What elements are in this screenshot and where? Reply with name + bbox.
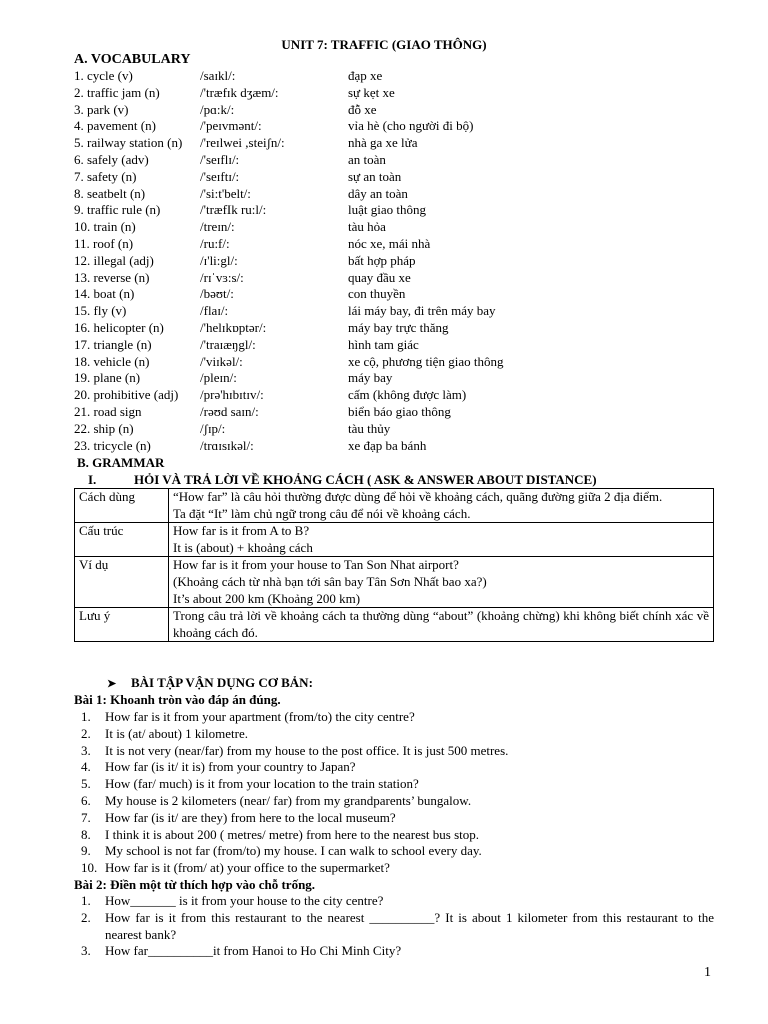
vocab-meaning: biển báo giao thông <box>348 403 451 419</box>
vocab-phonetic: /pleɪn/: <box>200 370 237 386</box>
item-text: How far is it (from/ at) your office to the supermarket? <box>105 860 390 876</box>
vocab-meaning: quay đầu xe <box>348 269 411 285</box>
vocab-row <box>74 421 734 438</box>
vocab-row <box>74 337 734 354</box>
grammar-line: Ta đặt “It” làm chủ ngữ trong câu để nói về khoảng cách. <box>173 505 471 521</box>
item-number: 7. <box>81 809 91 825</box>
subheading-text: HỎI VÀ TRẢ LỜI VỀ KHOẢNG CÁCH ( ASK & ANSWER ABOUT DISTANCE) <box>134 472 597 487</box>
item-number: 5. <box>81 776 91 792</box>
vocab-phonetic: /'helɪkɒptər/: <box>200 319 267 335</box>
vocab-phonetic: /bəʊt/: <box>200 286 234 302</box>
item-text: It is (at/ about) 1 kilometre. <box>105 725 248 741</box>
item-text: My school is not far (from/to) my house. I can walk to school every day. <box>105 843 482 859</box>
vocab-phonetic: /treɪn/: <box>200 219 235 235</box>
vocab-word: 19. plane (n) <box>74 370 141 386</box>
exercise-item <box>74 860 714 877</box>
vocab-meaning: tàu thủy <box>348 420 391 436</box>
vocab-meaning: con thuyền <box>348 286 406 302</box>
vocab-row <box>74 270 734 287</box>
exercise-1-title: Bài 1: Khoanh tròn vào đáp án đúng. <box>74 692 281 707</box>
section-a-heading: A. VOCABULARY <box>74 52 191 67</box>
item-number: 2. <box>81 725 91 741</box>
vocab-word: 18. vehicle (n) <box>74 353 150 369</box>
exercise-item <box>74 910 714 944</box>
vocab-phonetic: /rəʊd saɪn/: <box>200 403 259 419</box>
vocab-meaning: xe đạp ba bánh <box>348 437 427 453</box>
vocab-phonetic: /'viɪkəl/: <box>200 353 243 369</box>
vocab-row <box>74 169 734 186</box>
vocab-meaning: sự an toàn <box>348 168 402 184</box>
grammar-line: (Khoảng cách từ nhà bạn tới sân bay Tân Sơn Nhất bao xa?) <box>173 573 487 589</box>
vocab-phonetic: /ru:f/: <box>200 235 230 251</box>
exercise-heading <box>107 675 313 693</box>
vocab-meaning: nóc xe, mái nhà <box>348 235 431 251</box>
vocab-row <box>74 253 734 270</box>
item-text: How far (is it/ are they) from here to the local museum? <box>105 809 396 825</box>
vocab-row <box>74 68 734 85</box>
exercise-item <box>74 726 714 743</box>
vocab-meaning: xe cộ, phương tiện giao thông <box>348 353 504 369</box>
vocab-meaning: máy bay <box>348 370 393 386</box>
vocab-word: 7. safety (n) <box>74 168 137 184</box>
vocab-word: 22. ship (n) <box>74 420 134 436</box>
grammar-table <box>74 488 714 642</box>
grammar-content <box>169 608 714 642</box>
item-text: My house is 2 kilometers (near/ far) from my grandparents’ bungalow. <box>105 792 472 808</box>
grammar-line: It is (about) + khoảng cách <box>173 539 313 555</box>
vocab-word: 9. traffic rule (n) <box>74 202 161 218</box>
item-number: 4. <box>81 759 91 775</box>
exercise-2-title: Bài 2: Điền một từ thích hợp vào chỗ trống. <box>74 877 316 892</box>
vocab-row <box>74 387 734 404</box>
grammar-line: How far is it from your house to Tan Son Nhat airport? <box>173 557 459 573</box>
vocab-row <box>74 354 734 371</box>
exercise-heading-text: BÀI TẬP VẬN DỤNG CƠ BẢN: <box>131 675 313 690</box>
vocab-word: 1. cycle (v) <box>74 68 133 83</box>
vocab-word: 15. fly (v) <box>74 303 127 319</box>
item-text: How_______ is it from your house to the city centre? <box>105 893 384 908</box>
vocab-word: 23. tricycle (n) <box>74 437 151 453</box>
vocab-meaning: cấm (không được làm) <box>348 387 467 403</box>
vocab-word: 12. illegal (adj) <box>74 252 154 268</box>
vocab-meaning: luật giao thông <box>348 202 426 218</box>
vocab-meaning: sự kẹt xe <box>348 84 395 100</box>
vocab-phonetic: /'træfIk ru:l/: <box>200 202 267 218</box>
vocab-phonetic: /prə'hɪbɪtɪv/: <box>200 387 264 403</box>
vocab-meaning: tàu hỏa <box>348 219 386 235</box>
vocab-phonetic: /'seɪflɪ/: <box>200 151 240 167</box>
vocab-phonetic: /ʃɪp/: <box>200 420 226 436</box>
vocab-meaning: lái máy bay, đi trên máy bay <box>348 303 496 319</box>
vocab-word: 3. park (v) <box>74 101 129 117</box>
vocab-word: 6. safely (adv) <box>74 151 149 167</box>
vocab-phonetic: /'peɪvmənt/: <box>200 118 262 134</box>
vocab-row <box>74 303 734 320</box>
exercise-item <box>74 810 714 827</box>
vocab-row <box>74 202 734 219</box>
item-number: 3. <box>81 742 91 758</box>
vocab-meaning: vỉa hè (cho người đi bộ) <box>348 118 474 134</box>
vocab-meaning: hình tam giác <box>348 336 419 352</box>
vocab-phonetic: /'seɪftɪ/: <box>200 168 240 184</box>
exercise-item <box>74 793 714 810</box>
vocab-phonetic: /'reɪlwei ,steiʃn/: <box>200 135 285 151</box>
grammar-table-row <box>75 608 714 642</box>
vocab-word: 8. seatbelt (n) <box>74 185 146 201</box>
vocab-word: 13. reverse (n) <box>74 269 150 285</box>
grammar-content <box>169 523 714 557</box>
vocab-word: 11. roof (n) <box>74 235 134 251</box>
exercise-item <box>74 943 714 960</box>
grammar-line: How far is it from A to B? <box>173 523 310 539</box>
grammar-label: Cấu trúc <box>75 523 169 557</box>
vocab-word: 21. road sign <box>74 403 142 419</box>
grammar-table-row <box>75 523 714 557</box>
grammar-table-row <box>75 489 714 523</box>
vocab-row <box>74 286 734 303</box>
page-number: 1 <box>704 965 711 980</box>
vocab-word: 4. pavement (n) <box>74 118 156 134</box>
grammar-line: Trong câu trả lời về khoảng cách ta thường dùng “about” (khoảng chừng) khi không biết chính xác về khoảng cách đó. <box>173 608 709 640</box>
vocab-meaning: đỗ xe <box>348 101 377 117</box>
exercise-2-list <box>74 893 714 960</box>
vocab-phonetic: /rɪˈvɜ:s/: <box>200 269 244 285</box>
vocab-meaning: máy bay trực thăng <box>348 319 449 335</box>
vocab-row <box>74 85 734 102</box>
exercise-1-list <box>74 709 714 877</box>
vocab-word: 16. helicopter (n) <box>74 319 164 335</box>
vocab-row <box>74 135 734 152</box>
vocab-row <box>74 236 734 253</box>
vocab-row <box>74 404 734 421</box>
vocab-word: 14. boat (n) <box>74 286 135 302</box>
item-text: How far is it from your apartment (from/to) the city centre? <box>105 709 415 724</box>
grammar-content <box>169 489 714 523</box>
vocab-phonetic: /'træfɪk dʒæm/: <box>200 84 279 100</box>
exercise-item <box>74 843 714 860</box>
grammar-line: “How far” là câu hỏi thường được dùng để hỏi về khoảng cách, quãng đường giữa 2 địa điểm. <box>173 489 663 504</box>
section-b-heading: B. GRAMMAR <box>77 455 165 470</box>
page-title: UNIT 7: TRAFFIC (GIAO THÔNG) <box>281 37 487 52</box>
vocab-meaning: nhà ga xe lửa <box>348 135 418 151</box>
exercise-item <box>74 709 714 726</box>
grammar-line: It’s about 200 km (Khoảng 200 km) <box>173 590 361 606</box>
item-number: 8. <box>81 826 91 842</box>
vocab-row <box>74 118 734 135</box>
vocab-meaning: dây an toàn <box>348 185 408 201</box>
vocab-phonetic: /'si:t'belt/: <box>200 185 251 201</box>
exercise-item <box>74 893 714 910</box>
item-number: 1. <box>81 893 91 908</box>
vocab-phonetic: /pɑ:k/: <box>200 101 235 117</box>
vocab-word: 20. prohibitive (adj) <box>74 387 179 403</box>
grammar-subheading <box>88 472 597 489</box>
exercise-item <box>74 827 714 844</box>
item-number: 10. <box>81 860 98 876</box>
vocab-phonetic: /'traɪæŋgl/: <box>200 336 256 352</box>
grammar-table-row <box>75 557 714 608</box>
vocab-meaning: an toàn <box>348 151 386 167</box>
item-text: How far__________it from Hanoi to Ho Chi Minh City? <box>105 943 402 959</box>
vocab-row <box>74 438 734 455</box>
grammar-label: Ví dụ <box>75 557 169 608</box>
item-text: I think it is about 200 ( metres/ metre) from here to the nearest bus stop. <box>105 826 480 842</box>
vocab-phonetic: /saɪkl/: <box>200 68 236 83</box>
item-number: 9. <box>81 843 91 859</box>
grammar-label: Cách dùng <box>75 489 169 523</box>
vocab-row <box>74 152 734 169</box>
item-text: How (far/ much) is it from your location to the train station? <box>105 776 419 792</box>
item-number: 6. <box>81 792 91 808</box>
grammar-label: Lưu ý <box>75 608 169 642</box>
vocab-phonetic: /ɪ'li:gl/: <box>200 252 238 268</box>
exercise-item <box>74 759 714 776</box>
arrow-bullet-icon: ➤ <box>107 678 117 690</box>
vocab-phonetic: /flaɪ/: <box>200 303 229 319</box>
vocab-row <box>74 370 734 387</box>
exercise-item <box>74 743 714 760</box>
exercise-item <box>74 776 714 793</box>
vocab-row <box>74 219 734 236</box>
vocab-row <box>74 320 734 337</box>
vocab-row <box>74 102 734 119</box>
subheading-number: I. <box>88 472 97 487</box>
vocab-meaning: bất hợp pháp <box>348 252 416 268</box>
item-number: 1. <box>81 709 91 724</box>
item-number: 3. <box>81 943 91 959</box>
grammar-content <box>169 557 714 608</box>
vocab-word: 5. railway station (n) <box>74 135 183 151</box>
vocab-word: 17. triangle (n) <box>74 336 152 352</box>
vocab-word: 10. train (n) <box>74 219 136 235</box>
item-number: 2. <box>81 909 91 925</box>
vocab-word: 2. traffic jam (n) <box>74 84 160 100</box>
vocab-phonetic: /trɑɪsɪkəl/: <box>200 437 254 453</box>
item-text: How far (is it/ it is) from your country to Japan? <box>105 759 356 775</box>
item-text: It is not very (near/far) from my house to the post office. It is just 500 metres. <box>105 742 509 758</box>
vocab-meaning: đạp xe <box>348 68 383 83</box>
item-text: How far is it from this restaurant to the nearest __________? It is about 1 kilometer from this restaurant to the nearest bank? <box>105 909 714 942</box>
vocab-row <box>74 186 734 203</box>
vocabulary-list <box>74 68 734 454</box>
